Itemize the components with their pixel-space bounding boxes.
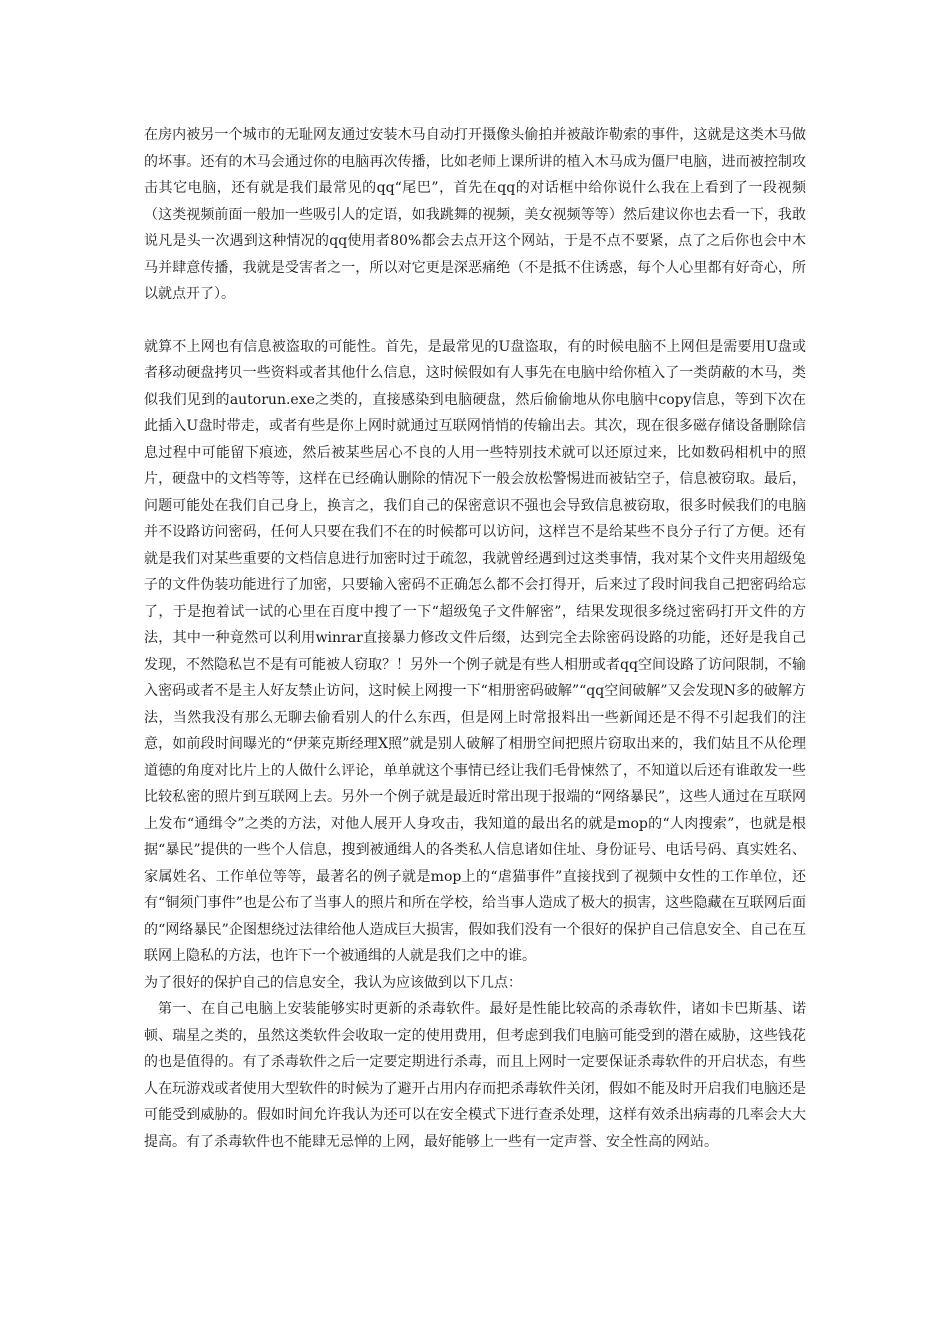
paragraph-offline-theft: 就算不上网也有信息被盗取的可能性。首先，是最常见的U盘盗取，有的时候电脑不上网但是需要用U盘或者移动硬盘拷贝一些资料或者其他什么信息，这时候假如有人事先在电脑中给你植入了一类荫蔽的木马，类似我们见到的autorun.exe之类的，直接感染到电脑硬盘，然后偷偷地从你电脑中copy信息，等到下次在此插入U盘时带走，或者有些是你上网时就通过互联网悄悄的传输出去。其次，现在很多磁存储设备删除信息过程中可能留下痕迹，然后被某些居心不良的人用一些特别技术就可以还原过来，比如数码相机中的照片，硬盘中的文档等等，这样在已经确认删除的情况下一般会放松警惕进而被钻空子，信息被窃取。最后，问题可能处在我们自己身上，换言之，我们自己的保密意识不强也会导致信息被窃取，很多时候我们的电脑并不设路访问密码，任何人只要在我们不在的时候都可以访问，这样岂不是给某些不良分子行了方便。还有就是我们对某些重要的文档信息进行加密时过于疏忽，我就曾经遇到过这类事情，我对某个文件夹用超级兔子的文件伪装功能进行了加密，只要输入密码不正确怎么都不会打得开，后来过了段时间我自己把密码给忘了，于是抱着试一试的心里在百度中搜了一下“超级兔子文件解密”，结果发现很多绕过密码打开文件的方法，其中一种竟然可以利用winrar直接暴力修改文件后缀，达到完全去除密码设路的功能，还好是我自己发现，不然隐私岂不是有可能被人窃取？！另外一个例子就是有些人相册或者qq空间设路了访问限制，不输入密码或者不是主人好友禁止访问，这时候上网搜一下“相册密码破解”“qq空间破解”又会发现N多的破解方法，当然我没有那么无聊去偷看别人的什么东西，但是网上时常报料出一些新闻还是不得不引起我们的注意，如前段时间曝光的“伊莱克斯经理X照”就是别人破解了相册空间把照片窃取出来的，我们姑且不从伦理道德的角度对比片上的人做什么评论，单单就这个事情已经让我们毛骨悚然了，不知道以后还有谁敢发一些比较私密的照片到互联网上去。另外一个例子就是最近时常出现于报端的“网络暴民”，这些人通过在互联网上发布“通缉令”之类的方法，对他人展开人身攻击，我知道的最出名的就是mop的“人肉搜索”，也就是根据“暴民”提供的一些个人信息，搜到被通缉人的各类私人信息诸如住址、身份证号、电话号码、真实姓名、家属姓名、工作单位等等，最著名的例子就是mop上的“虐猫事件”直接找到了视频中女性的工作单位，还有“铜须门事件”也是公布了当事人的照片和所在学校，给当事人造成了极大的损害，这些隐藏在互联网后面的“网络暴民”企图想绕过法律给他人造成巨大损害，假如我们没有一个很好的保护自己信息安全、自己在互联网上隐私的方法，也许下一个被通缉的人就是我们之中的谁。 xyxy=(144,338,806,964)
paragraph-antivirus-advice: 第一、在自己电脑上安装能够实时更新的杀毒软件。最好是性能比较高的杀毒软件，诸如卡巴斯基、诺顿、瑞星之类的，虽然这类软件会收取一定的使用费用，但考虑到我们电脑可能受到的潜在威胁，这些钱花的也是值得的。有了杀毒软件之后一定要定期进行杀毒，而且上网时一定要保证杀毒软件的开启状态，有些人在玩游戏或者使用大型软件的时候为了避开占用内存而把杀毒软件关闭，假如不能及时开启我们电脑还是可能受到威胁的。假如时间允许我认为还可以在安全模式下进行查杀处理，这样有效杀出病毒的几率会大大提高。有了杀毒软件也不能肆无忌惮的上网，最好能够上一些有一定声誉、安全性高的网站。 xyxy=(144,1001,806,1150)
paragraph-trojan-spread: 在房内被另一个城市的无耻网友通过安装木马自动打开摄像头偷拍并被敲诈勒索的事件，这就是这类木马做的坏事。还有的木马会通过你的电脑再次传播，比如老师上课所讲的植入木马成为僵尸电脑，进而被控制攻击其它电脑，还有就是我们最常见的qq“尾巴”，首先在qq的对话框中给你说什么我在上看到了一段视频（这类视频前面一般加一些吸引人的定语，如我跳舞的视频，美女视频等等）然后建议你也去看一下，我敢说凡是头一次遇到这种情况的qq使用者80%都会去点开这个网站，于是不点不要紧，点了之后你也会中木马并肆意传播，我就是受害者之一，所以对它更是深恶痛绝（不是抵不住诱惑，每个人心里都有好奇心，所以就点开了）。 xyxy=(144,127,806,302)
paragraph-gap xyxy=(144,308,806,334)
paragraph-protection-intro: 为了很好的保护自己的信息安全，我认为应该做到以下几点： xyxy=(144,974,522,991)
document-body xyxy=(144,122,806,1155)
